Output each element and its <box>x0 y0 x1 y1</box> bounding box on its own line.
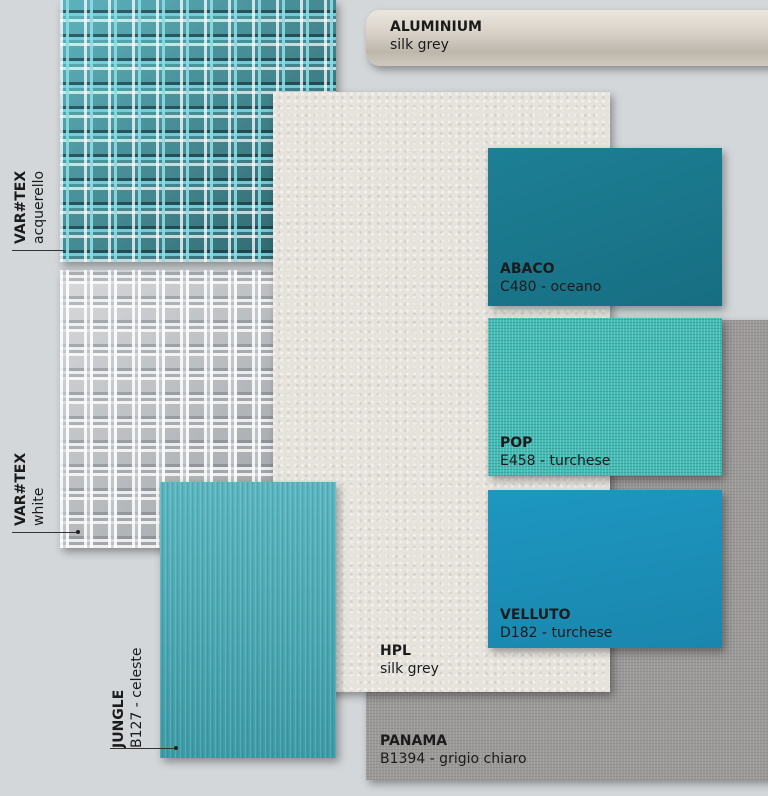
aluminium-name: ALUMINIUM <box>390 19 482 35</box>
pop-label <box>500 434 610 470</box>
velluto-finish: D182 - turchese <box>500 625 613 641</box>
pop-finish: E458 - turchese <box>500 453 611 469</box>
panama-name: PANAMA <box>380 733 448 749</box>
vartex-white-marker <box>76 530 80 534</box>
hpl-finish: silk grey <box>380 661 439 677</box>
jungle-marker <box>174 746 178 750</box>
jungle-swatch <box>160 482 336 758</box>
abaco-name: ABACO <box>500 261 555 277</box>
abaco-finish: C480 - oceano <box>500 279 602 295</box>
vartex-white-leader <box>12 532 78 533</box>
pop-name: POP <box>500 435 533 451</box>
aluminium-finish: silk grey <box>390 37 449 53</box>
vartex-white-label <box>12 453 48 526</box>
panama-label <box>380 732 527 768</box>
hpl-label <box>380 642 439 678</box>
jungle-name: JUNGLE <box>111 689 127 748</box>
jungle-label <box>110 648 146 749</box>
jungle-leader <box>110 748 176 749</box>
velluto-name: VELLUTO <box>500 607 571 623</box>
vartex-white-finish: white <box>31 487 47 526</box>
abaco-label <box>500 260 601 296</box>
aluminium-label <box>390 18 482 54</box>
vartex-acquerello-label <box>12 171 48 244</box>
velluto-label <box>500 606 612 642</box>
hpl-name: HPL <box>380 643 411 659</box>
jungle-finish: B127 - celeste <box>129 647 145 748</box>
vartex-acquerello-name: VAR#TEX <box>13 170 29 244</box>
panama-finish: B1394 - grigio chiaro <box>380 751 527 767</box>
vartex-acquerello-finish: acquerello <box>31 170 47 244</box>
vartex-white-name: VAR#TEX <box>13 452 29 526</box>
vartex-acquerello-leader <box>12 250 64 251</box>
